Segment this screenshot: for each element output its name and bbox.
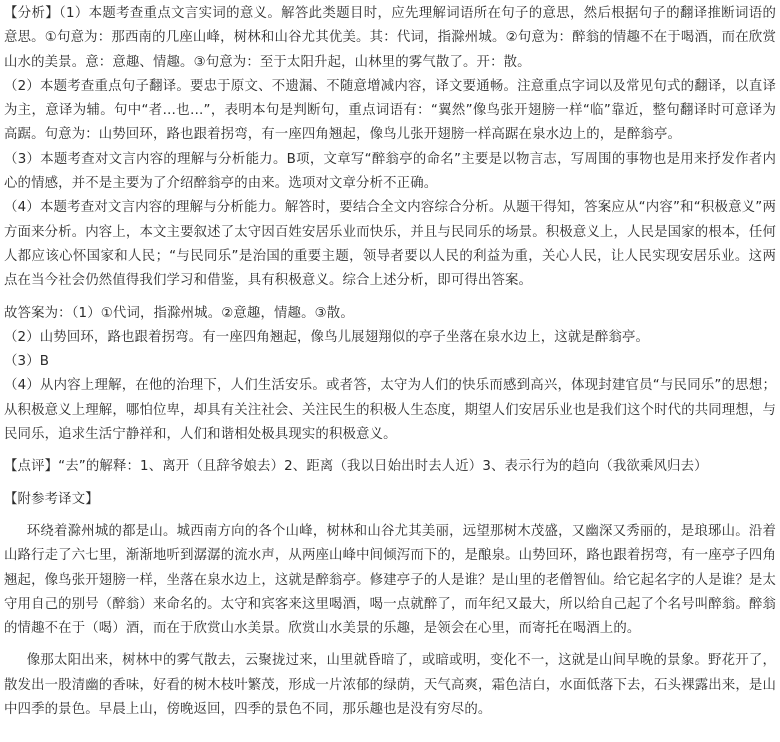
spacer bbox=[4, 447, 776, 455]
analysis-part-3: （3）本题考查对文言内容的理解与分析能力。B项，文章写“醉翁亭的命名”主要是以物言志，写周围的事物也是用来抒发作者内心的情感，并不是主要为了介绍醉翁亭的由来。选项对文章分析不正确。 bbox=[4, 151, 776, 192]
analysis-part-1: 【分析】（1）本题考查重点文言实词的意义。解答此类题目时，应先理解词语所在句子的意思，然后根据句子的翻译推断词语的意思。①句意为：那西南的几座山峰，树林和山谷尤其优美。其：代词，指滁州城。②句意为：醉翁的情趣不在于喝酒，而在欣赏山水的美景。意：意趣、情趣。③句意为：至于太阳升起，山林里的雾气散了。开：散。 bbox=[4, 6, 776, 70]
comment: 【点评】“去”的解释：1、离开（且辞爷娘去）2、距离（我以日始出时去人近）3、表示行为的趋向（我欲乘风归去） bbox=[4, 459, 708, 475]
answer-part-4: （4）从内容上理解，在他的治理下，人们生活安乐。或者答，太守为人们的快乐而感到高兴，体现封建官员“与民同乐”的思想；从积极意义上理解，哪怕位卑，却具有关注社会、关注民生的积极人生态度，期望人们安居乐业也是我们这个时代的共同理想，与民同乐，追求生活宁静祥和，人们和谐相处极具现实的积极意义。 bbox=[4, 378, 776, 443]
answer-part-2: （2）山势回环，路也跟着拐弯。有一座四角翘起，像鸟儿展翅翔似的亭子坐落在泉水边上，这就是醉翁亭。 bbox=[4, 329, 650, 345]
translation-paragraph-1: 环绕着滁州城的都是山。城西南方向的各个山峰，树林和山谷尤其美丽，远望那树木茂盛，又幽深又秀丽的，是琅琊山。沿着山路行走了六七里，渐渐地听到潺潺的流水声，从两座山峰中间倾泻而下的，是酿泉。山势回环，路也跟着拐弯，有一座亭子四角翘起，像鸟张开翅膀一样，坐落在泉水边上，这就是醉翁亭。修建亭子的人是谁？是山里的老僧智仙。给它起名字的人是谁？是太守用自己的别号（醉翁）来命名的。太守和宾客来这里喝酒，喝一点就醉了，而年纪又最大，所以给自己起了个名号叫醉翁。醉翁的情趣不在于（喝）酒，而在于欣赏山水美景。欣赏山水美景的乐趣，是领会在心里，而寄托在喝酒上的。 bbox=[4, 523, 776, 637]
spacer bbox=[4, 294, 776, 302]
answer-section bbox=[4, 302, 776, 448]
spacer bbox=[4, 641, 776, 649]
spacer bbox=[4, 512, 776, 520]
analysis-part-4: （4）本题考查对文言内容的理解与分析能力。解答时，要结合全文内容综合分析。从题干得知，答案应从“内容”和“积极意义”两方面来分析。内容上，本文主要叙述了太守因百姓安居乐业而快乐，并且与民同乐的场景。积极意义上，人民是国家的根本，任何人都应该心怀国家和人民；“与民同乐”是治国的重要主题，领导者要以人民的利益为重，关心人民，让人民实现安居乐业。这两点在当今社会仍然值得我们学习和借鉴，具有积极意义。综合上述分析，即可得出答案。 bbox=[4, 200, 776, 289]
translation-paragraph-2: 像那太阳出来，树林中的雾气散去，云聚拢过来，山里就昏暗了，或暗或明，变化不一，这就是山间早晚的景象。野花开了，散发出一股清幽的香味，好看的树木枝叶繁茂，形成一片浓郁的绿荫，天气高爽，霜色洁白，水面低落下去，石头裸露出来，是山中四季的景色。早晨上山，傍晚返回，四季的景色不同，那乐趣也是没有穷尽的。 bbox=[4, 653, 776, 718]
analysis-section bbox=[4, 2, 776, 294]
answer-part-3: （3）B bbox=[4, 354, 50, 370]
translation-heading: 【附参考译文】 bbox=[4, 491, 99, 507]
spacer bbox=[4, 480, 776, 488]
answer-part-1: 故答案为：（1）①代词，指滁州城。②意趣，情趣。③散。 bbox=[4, 305, 354, 321]
analysis-part-2: （2）本题考查重点句子翻译。要忠于原文、不遗漏、不随意增减内容，译文要通畅。注意重点字词以及常见句式的翻译，以直译为主，意译为辅。句中“者…也…”，表明本句是判断句，重点词语有：“翼然”像鸟张开翅膀一样“临”靠近，整句翻译时可意译为高踞。句意为：山势回环，路也跟着拐弯，有一座四角翘起，像鸟儿张开翅膀一样高踞在泉水边上的，是醉翁亭。 bbox=[4, 78, 776, 143]
translation-section bbox=[4, 520, 776, 722]
